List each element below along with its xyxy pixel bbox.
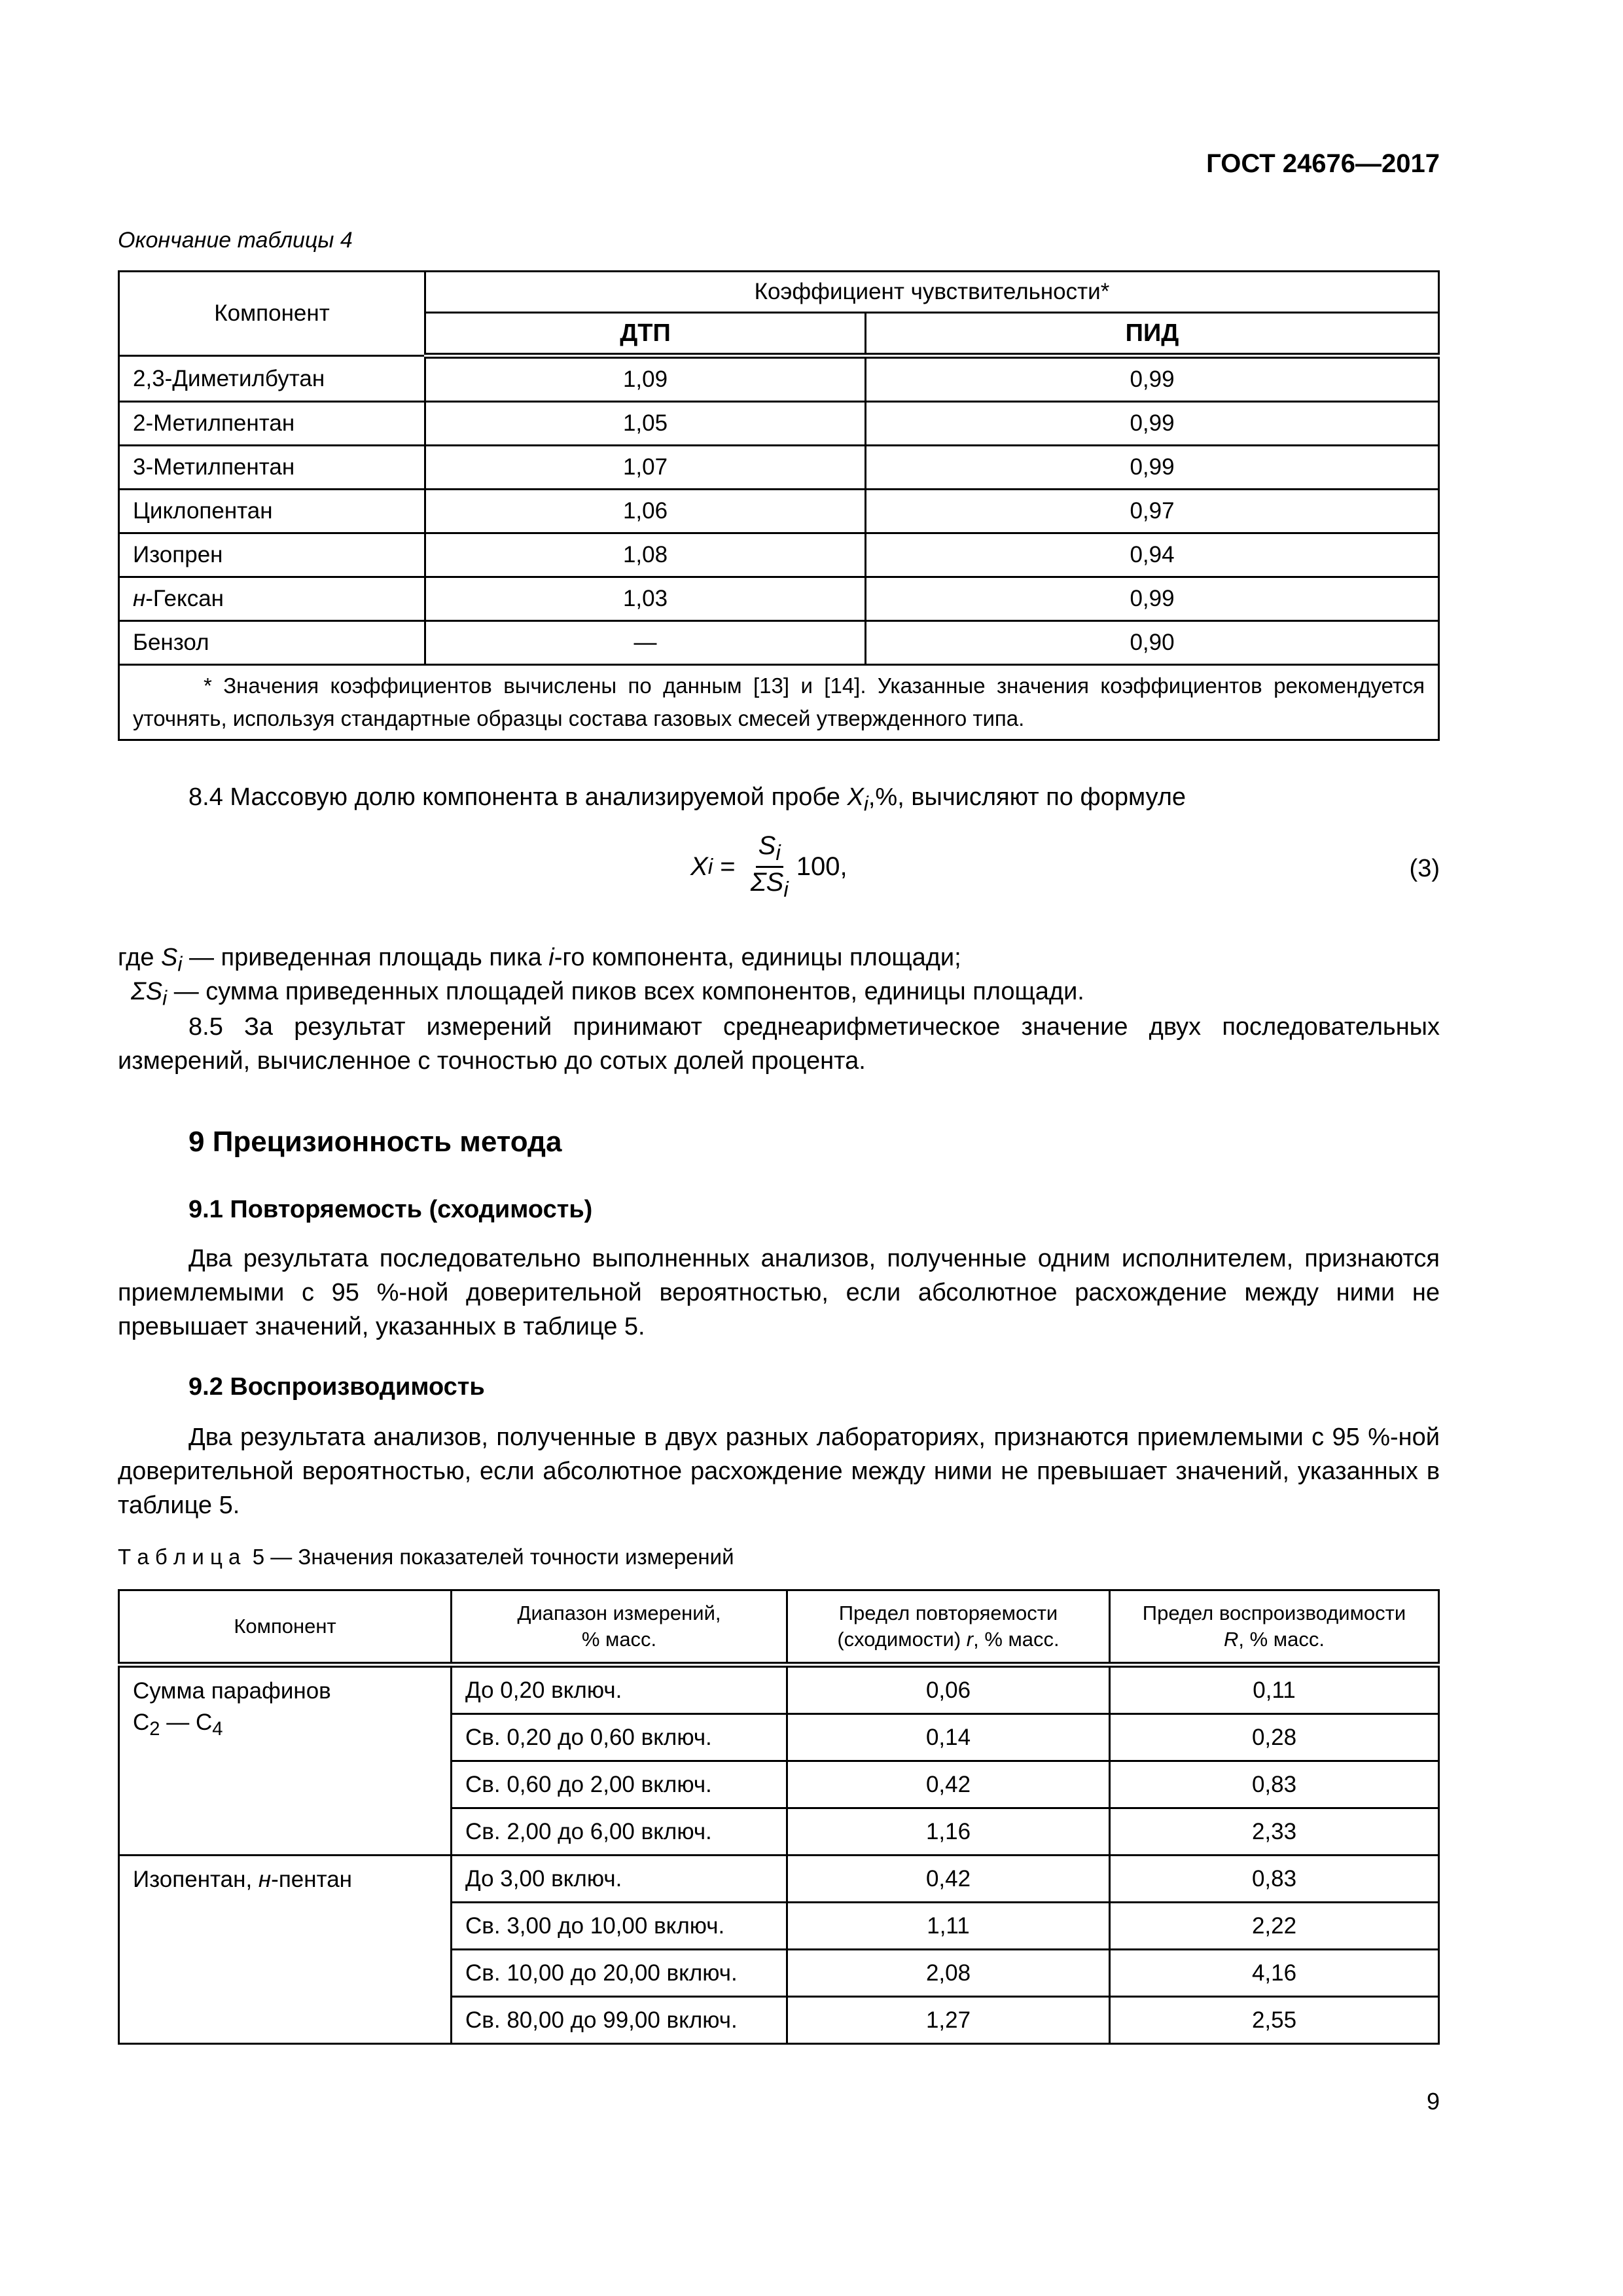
- component-name: Циклопентан: [119, 490, 425, 533]
- text: -го компонента, единицы площади;: [554, 944, 961, 971]
- text: C: [195, 1710, 213, 1735]
- R-value: 4,16: [1110, 1950, 1439, 1997]
- col-header-component: Компонент: [119, 272, 425, 356]
- r-value: 0,14: [787, 1714, 1110, 1761]
- table-row: [119, 577, 1439, 621]
- col-header-sensitivity: Коэффициент чувствительности*: [425, 272, 1439, 313]
- component-name: 3-Метилпентан: [119, 446, 425, 490]
- table5-caption: [118, 1545, 734, 1570]
- range: До 0,20 включ.: [452, 1665, 787, 1714]
- r-value: 0,06: [787, 1665, 1110, 1714]
- r-value: 1,11: [787, 1903, 1110, 1950]
- R-value: 0,83: [1110, 1761, 1439, 1808]
- italic: н: [258, 1867, 272, 1892]
- sub: i: [162, 986, 168, 1010]
- R-value: 2,33: [1110, 1808, 1439, 1856]
- text: Диапазон измерений,: [517, 1602, 721, 1624]
- text: Предел повторяемости: [838, 1602, 1058, 1624]
- section-8-5: 8.5 За результат измерений принимают среднеарифметическое значение двух последовательных измерений, вычисленное с точностью до сотых долей процента.: [118, 1013, 1440, 1075]
- range: До 3,00 включ.: [452, 1856, 787, 1903]
- pid-value: 0,99: [866, 446, 1439, 490]
- formula-lhs: X: [690, 852, 708, 881]
- component-name: Бензол: [119, 621, 425, 665]
- component-name: Изопрен: [119, 533, 425, 577]
- var-sub: i: [863, 791, 868, 816]
- R-value: 0,11: [1110, 1665, 1439, 1714]
- formula-tail: 100,: [796, 852, 847, 881]
- denominator: ΣS: [750, 868, 784, 897]
- italic-prefix: н: [133, 586, 146, 611]
- text: — сумма приведенных площадей пиков всех компонентов, единицы площади.: [167, 978, 1084, 1005]
- section-9-1-text: Два результата последовательно выполненных анализов, полученные одним исполнителем, признаются приемлемыми с 95 %-ной доверительной вероятностью, если абсолютное расхождение между ними не превышает значений, указанных в таблице 5.: [118, 1245, 1440, 1340]
- R-value: 2,55: [1110, 1997, 1439, 2044]
- range: Св. 2,00 до 6,00 включ.: [452, 1808, 787, 1856]
- component-name: 2-Метилпентан: [119, 402, 425, 446]
- var: i: [548, 944, 554, 971]
- table-row: [119, 533, 1439, 577]
- section-9-heading: 9 Прецизионность метода: [188, 1126, 562, 1158]
- num-sub: i: [776, 841, 781, 865]
- section-9-2-text: Два результата анализов, полученные в двух разных лабораториях, признаются приемлемыми с 95 %-ной доверительной вероятностью, если абсолютное расхождение между ними не превышает значений, указанных в таблице 5.: [118, 1424, 1440, 1519]
- table-row: [119, 402, 1439, 446]
- R-value: 0,83: [1110, 1856, 1439, 1903]
- table4-caption: Окончание таблицы 4: [118, 228, 353, 253]
- name-text: -Гексан: [145, 586, 224, 611]
- dtp-value: —: [425, 621, 866, 665]
- caption-label: Т а б л и ц а 5: [118, 1545, 265, 1569]
- col-header-pid: ПИД: [866, 313, 1439, 356]
- text: Сумма парафинов: [133, 1678, 331, 1704]
- dtp-value: 1,03: [425, 577, 866, 621]
- document-id: ГОСТ 24676—2017: [1206, 149, 1440, 178]
- text: C: [133, 1710, 150, 1735]
- text: -пентан: [271, 1867, 353, 1892]
- r-value: 1,27: [787, 1997, 1110, 2044]
- table-row: [119, 1856, 1439, 1903]
- numerator: S: [758, 831, 776, 860]
- group-paraffins: [119, 1665, 452, 1856]
- table-4: [118, 270, 1440, 741]
- page-number: 9: [1426, 2088, 1440, 2115]
- equals: =: [713, 852, 743, 881]
- r-value: 1,16: [787, 1808, 1110, 1856]
- dtp-value: 1,05: [425, 402, 866, 446]
- table-row: [119, 490, 1439, 533]
- var: X: [847, 783, 864, 811]
- col-header-reproducibility: [1110, 1590, 1439, 1665]
- pid-value: 0,99: [866, 402, 1439, 446]
- caption-text: — Значения показателей точности измерений: [264, 1545, 734, 1569]
- text: —: [160, 1710, 196, 1735]
- text: , % масс.: [973, 1628, 1060, 1651]
- section-8-4: [118, 780, 1440, 821]
- col-header-repeatability: [787, 1590, 1110, 1665]
- col-header-dtp: ДТП: [425, 313, 866, 356]
- dtp-value: 1,06: [425, 490, 866, 533]
- text: 8.4 Массовую долю компонента в анализируемой пробе: [188, 783, 847, 811]
- text: ,%, вычисляют по формуле: [868, 783, 1186, 811]
- sub: i: [177, 952, 183, 976]
- text: , % масс.: [1238, 1628, 1325, 1651]
- pid-value: 0,94: [866, 533, 1439, 577]
- R-value: 2,22: [1110, 1903, 1439, 1950]
- text: % масс.: [581, 1628, 657, 1651]
- range: Св. 0,20 до 0,60 включ.: [452, 1714, 787, 1761]
- dtp-value: 1,07: [425, 446, 866, 490]
- dtp-value: 1,08: [425, 533, 866, 577]
- sub: 4: [212, 1719, 223, 1740]
- pid-value: 0,90: [866, 621, 1439, 665]
- formula-3: [690, 831, 847, 903]
- table-5: [118, 1589, 1440, 2045]
- formula-number: (3): [1409, 855, 1440, 882]
- pid-value: 0,97: [866, 490, 1439, 533]
- range: Св. 0,60 до 2,00 включ.: [452, 1761, 787, 1808]
- text: Предел воспроизводимости: [1142, 1602, 1406, 1624]
- col-header-component: Компонент: [119, 1590, 452, 1665]
- r-value: 2,08: [787, 1950, 1110, 1997]
- table4-footnote: * Значения коэффициентов вычислены по данным [13] и [14]. Указанные значения коэффициентов рекомендуется уточнять, используя стандартные образцы состава газовых смесей утвержденного типа.: [119, 665, 1439, 740]
- var: R: [1224, 1628, 1239, 1651]
- range: Св. 3,00 до 10,00 включ.: [452, 1903, 787, 1950]
- r-value: 0,42: [787, 1856, 1110, 1903]
- formula-sub: i: [707, 854, 713, 879]
- R-value: 0,28: [1110, 1714, 1439, 1761]
- table-row: [119, 1665, 1439, 1714]
- table-row: [119, 446, 1439, 490]
- section-9-1-heading: 9.1 Повторяемость (сходимость): [188, 1196, 593, 1223]
- r-value: 0,42: [787, 1761, 1110, 1808]
- dtp-value: 1,09: [425, 356, 866, 402]
- sub: 2: [149, 1719, 160, 1740]
- fraction: [748, 831, 791, 903]
- text: (сходимости): [837, 1628, 967, 1651]
- group-isopentane: [119, 1856, 452, 2044]
- var: r: [966, 1628, 974, 1651]
- component-name: 2,3-Диметилбутан: [119, 356, 425, 402]
- pid-value: 0,99: [866, 356, 1439, 402]
- var: ΣS: [131, 978, 163, 1005]
- den-sub: i: [783, 878, 789, 902]
- component-name: [119, 577, 425, 621]
- range: Св. 80,00 до 99,00 включ.: [452, 1997, 787, 2044]
- table-row: [119, 621, 1439, 665]
- table-row: [119, 356, 1439, 402]
- var: S: [161, 944, 178, 971]
- text: — приведенная площадь пика: [182, 944, 549, 971]
- where-line-2: [131, 975, 1453, 1015]
- section-9-2-heading: 9.2 Воспроизводимость: [188, 1373, 485, 1401]
- pid-value: 0,99: [866, 577, 1439, 621]
- col-header-range: [452, 1590, 787, 1665]
- range: Св. 10,00 до 20,00 включ.: [452, 1950, 787, 1997]
- text: Изопентан,: [133, 1867, 259, 1892]
- text: где: [118, 944, 162, 971]
